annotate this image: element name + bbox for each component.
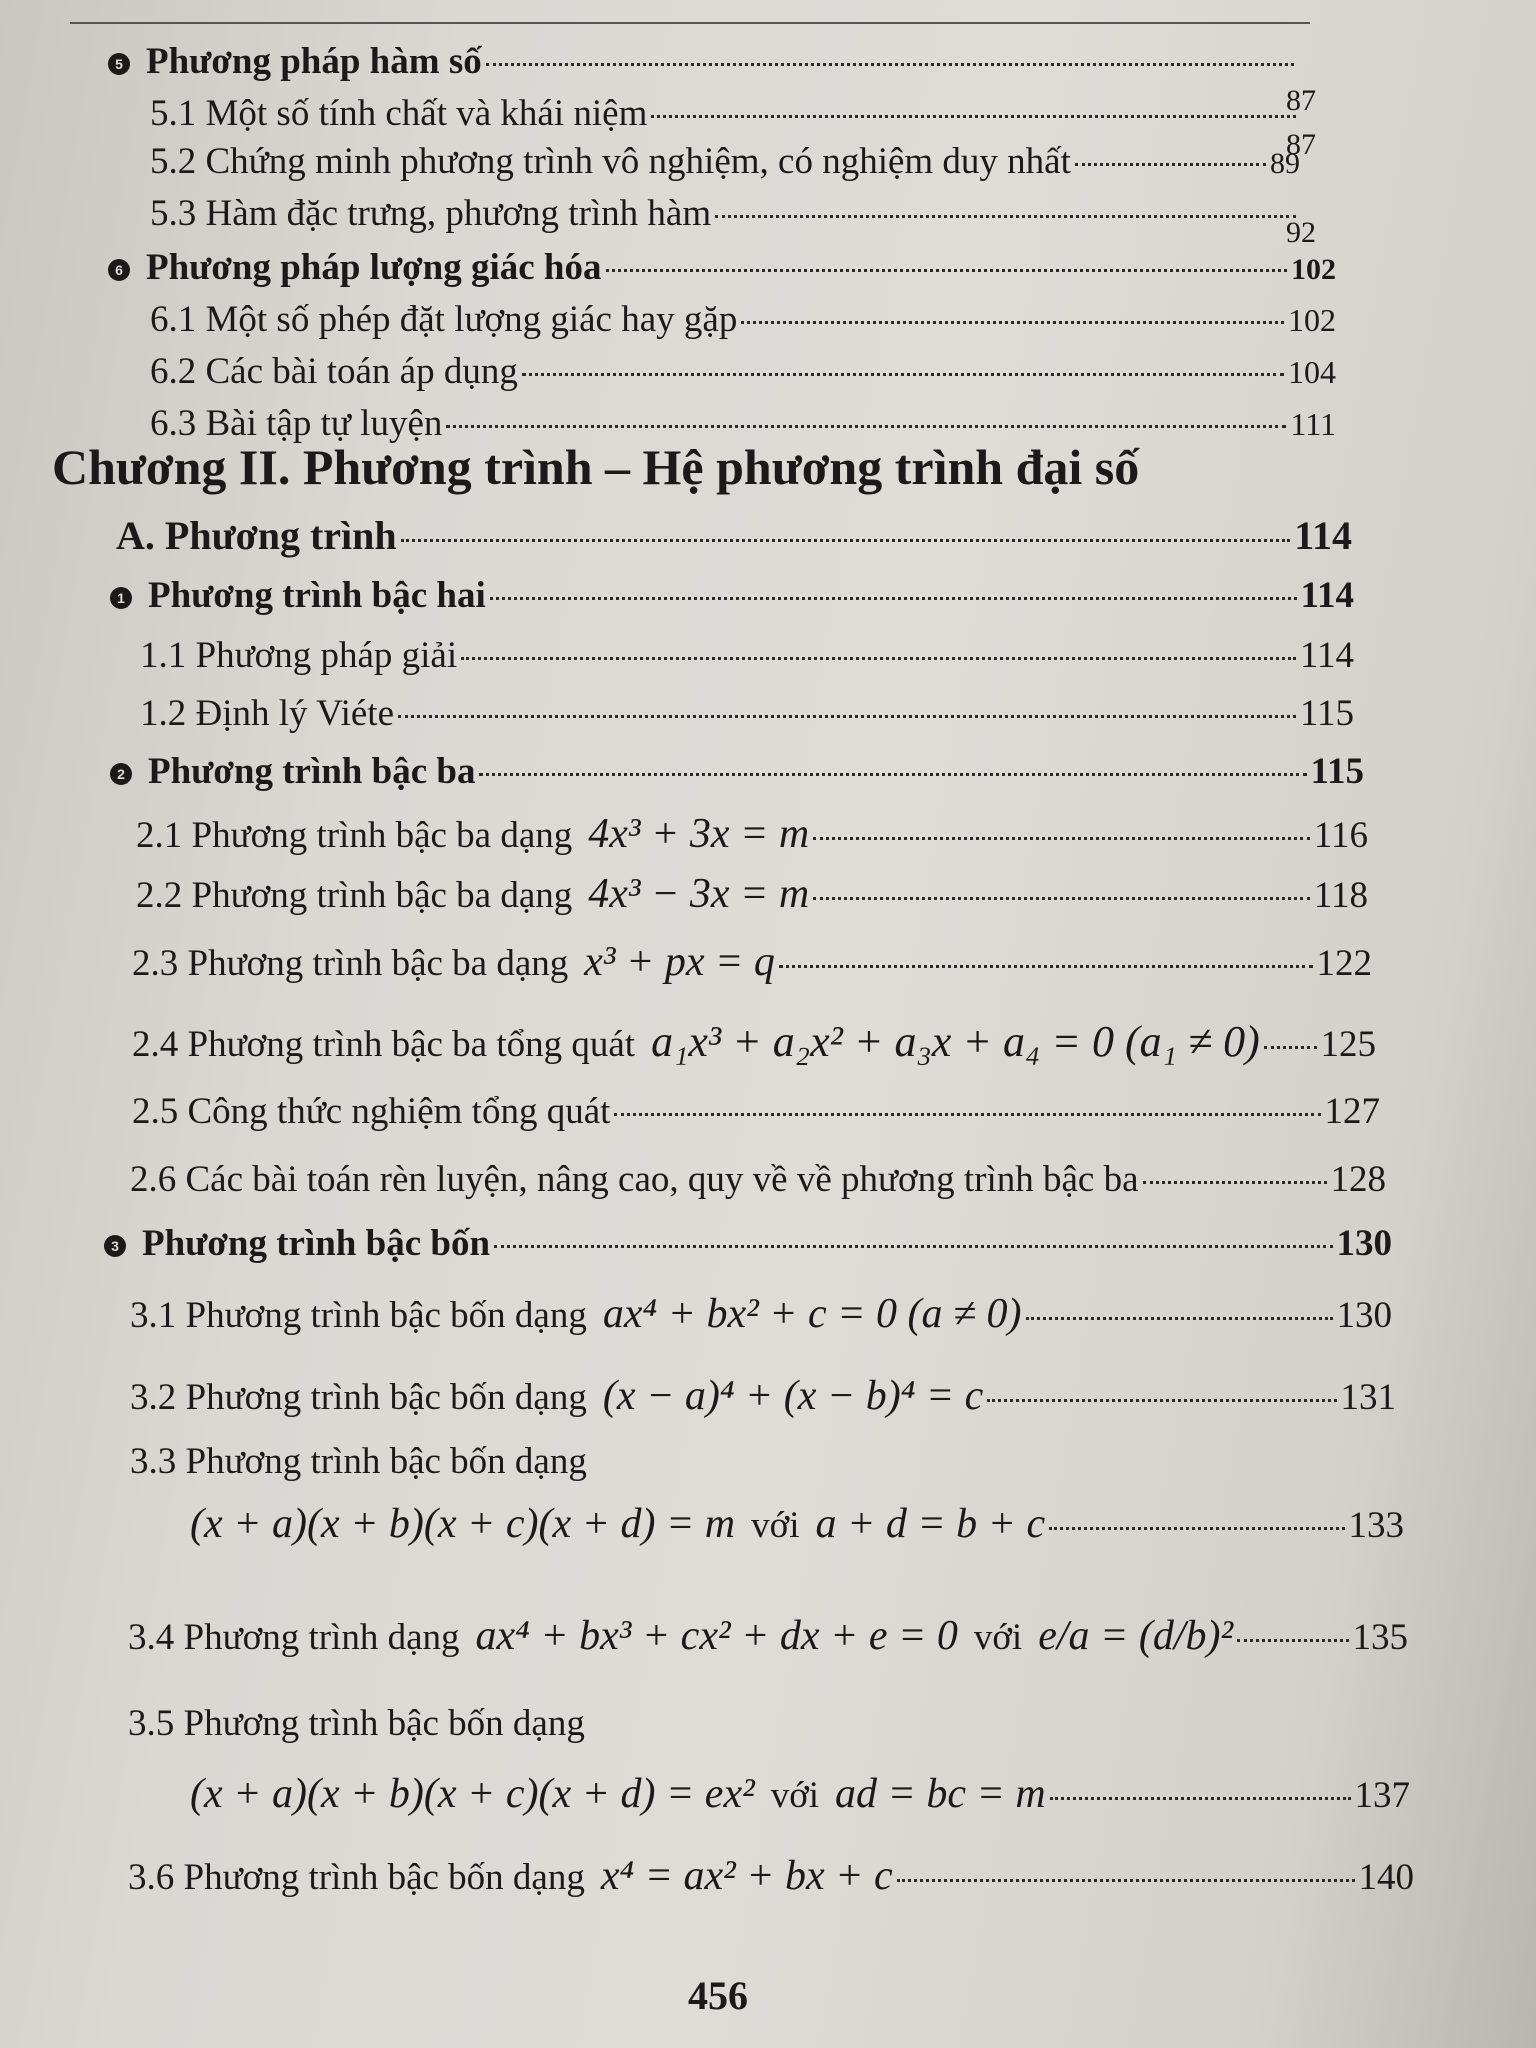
toc-entry-5-1: [150, 92, 1300, 135]
leader-dots: [741, 321, 1284, 324]
formula: x⁴ = ax² + bx + c: [600, 1853, 893, 1899]
toc-label: 1.1 Phương pháp giải: [140, 635, 458, 676]
leader-dots: [987, 1399, 1336, 1402]
toc-page: 137: [1354, 1775, 1410, 1816]
toc-page: 115: [1299, 693, 1354, 734]
toc-entry-5-3: [150, 192, 1300, 235]
toc-part-a: [116, 512, 1352, 559]
formula: 4x³ + 3x = m: [588, 811, 810, 857]
toc-page: 116: [1313, 815, 1368, 856]
toc-page: 102: [1291, 253, 1336, 286]
leader-dots: [614, 1113, 1320, 1116]
formula: ad = bc = m: [835, 1771, 1046, 1817]
toc-label: 5.2 Chứng minh phương trình vô nghiệm, có nghiệm duy nhất: [150, 141, 1071, 182]
formula: a₁x³ + a₂x² + a₃x + a₄ = 0 (a₁ ≠ 0): [651, 1017, 1260, 1066]
toc-section-5: [108, 40, 1298, 83]
toc-section-1: [110, 574, 1354, 617]
toc-label: 3.1 Phương trình bậc bốn dạng: [130, 1295, 587, 1336]
toc-label: 2.6 Các bài toán rèn luyện, nâng cao, quy về về phương trình bậc ba: [130, 1159, 1139, 1200]
toc-page: 114: [1294, 513, 1352, 558]
toc-section-3: [104, 1222, 1392, 1265]
leader-dots: [446, 425, 1286, 428]
leader-dots: [401, 539, 1291, 542]
leader-dots: [1075, 163, 1266, 166]
toc-entry-2-6: [130, 1158, 1386, 1201]
toc-entry-1-1: [140, 634, 1354, 677]
formula: (x + a)(x + b)(x + c)(x + d) = ex²: [190, 1771, 755, 1817]
bullet-icon: 3: [104, 1235, 126, 1257]
formula: a + d = b + c: [815, 1501, 1046, 1547]
leader-dots: [606, 269, 1287, 272]
formula: e/a = (d/b)²: [1038, 1613, 1234, 1659]
formula: 4x³ − 3x = m: [588, 871, 810, 917]
toc-page: 131: [1340, 1377, 1396, 1418]
formula: ax⁴ + bx² + c = 0 (a ≠ 0): [602, 1291, 1022, 1337]
toc-label: Phương pháp lượng giác hóa: [146, 247, 602, 288]
formula: x³ + px = q: [584, 939, 775, 985]
toc-page: 133: [1348, 1505, 1404, 1546]
leader-dots: [1049, 1527, 1344, 1530]
toc-entry-3-3: 3.3 Phương trình bậc bốn dạng: [130, 1441, 587, 1482]
toc-label: với: [770, 1775, 820, 1816]
leader-dots: [486, 63, 1294, 66]
toc-entry-2-5: [132, 1090, 1380, 1133]
toc-page: 102: [1288, 302, 1336, 338]
toc-page: 87: [1286, 128, 1316, 161]
toc-entry-3-4: [128, 1612, 1408, 1660]
toc-page: 135: [1352, 1617, 1408, 1658]
toc-label: Phương pháp hàm số: [146, 41, 482, 82]
header-rule: [70, 22, 1310, 24]
toc-label: Phương trình bậc hai: [148, 575, 486, 616]
leader-dots: [522, 373, 1284, 376]
toc-entry-2-2: [136, 870, 1368, 918]
toc-label: 3.2 Phương trình bậc bốn dạng: [130, 1377, 587, 1418]
toc-entry-3-3-cont: [190, 1500, 1404, 1548]
toc-page: 115: [1310, 751, 1364, 792]
formula: (x − a)⁴ + (x − b)⁴ = c: [602, 1373, 984, 1419]
toc-page: 92: [1286, 216, 1316, 249]
toc-entry-3-1: [130, 1290, 1392, 1338]
toc-page: 114: [1300, 575, 1354, 616]
leader-dots: [1026, 1317, 1333, 1320]
toc-entry-3-6: [128, 1852, 1414, 1900]
leader-dots: [1264, 1046, 1317, 1049]
leader-dots: [490, 597, 1297, 600]
toc-label: 2.3 Phương trình bậc ba dạng: [132, 943, 569, 984]
toc-label: 2.1 Phương trình bậc ba dạng: [136, 815, 573, 856]
toc-label: 5.1 Một số tính chất và khái niệm: [150, 93, 648, 134]
toc-label: Phương trình bậc ba: [148, 751, 476, 792]
leader-dots: [398, 715, 1296, 718]
toc-label: A. Phương trình: [116, 513, 397, 558]
leader-dots: [651, 115, 1296, 118]
toc-label: 2.2 Phương trình bậc ba dạng: [136, 875, 573, 916]
toc-page: 118: [1313, 875, 1368, 916]
toc-entry-2-3: [132, 938, 1372, 986]
leader-dots: [494, 1245, 1332, 1248]
formula: ax⁴ + bx³ + cx² + dx + e = 0: [475, 1613, 958, 1659]
toc-page: 87: [1286, 84, 1316, 117]
toc-section-2: [110, 750, 1364, 793]
leader-dots: [1237, 1639, 1348, 1642]
leader-dots: [715, 215, 1296, 218]
toc-section-6: [108, 246, 1336, 289]
toc-entry-2-1: [136, 810, 1368, 858]
toc-label: 2.5 Công thức nghiệm tổng quát: [132, 1091, 611, 1132]
leader-dots: [897, 1879, 1355, 1882]
toc-page: 114: [1299, 635, 1354, 676]
toc-entry-3-5-cont: [190, 1770, 1410, 1818]
toc-page: 140: [1358, 1857, 1414, 1898]
toc-page: 111: [1290, 406, 1336, 442]
leader-dots: [813, 837, 1310, 840]
chapter-title: Chương II. Phương trình – Hệ phương trình đại số: [52, 439, 1140, 495]
bullet-icon: 6: [108, 259, 130, 281]
toc-label: 6.1 Một số phép đặt lượng giác hay gặp: [150, 299, 738, 340]
toc-label: 2.4 Phương trình bậc ba tổng quát: [132, 1024, 636, 1065]
toc-label: 3.6 Phương trình bậc bốn dạng: [128, 1857, 585, 1898]
toc-label: 3.4 Phương trình dạng: [128, 1617, 460, 1658]
bullet-icon: 5: [108, 53, 130, 75]
toc-label: 6.2 Các bài toán áp dụng: [150, 351, 518, 392]
leader-dots: [461, 657, 1296, 660]
toc-entry-6-2: [150, 350, 1336, 393]
leader-dots: [813, 897, 1310, 900]
toc-label: Phương trình bậc bốn: [142, 1223, 491, 1264]
toc-page: 122: [1316, 943, 1372, 984]
toc-page: 130: [1336, 1295, 1392, 1336]
toc-label: với: [751, 1505, 800, 1546]
bullet-icon: 2: [110, 763, 132, 785]
toc-entry-3-2: [130, 1372, 1396, 1420]
toc-label: 6.3 Bài tập tự luyện: [150, 403, 443, 444]
leader-dots: [1143, 1181, 1327, 1184]
toc-page: 127: [1324, 1091, 1380, 1132]
toc-page: 125: [1320, 1024, 1376, 1065]
toc-label: 1.2 Định lý Viéte: [140, 693, 395, 734]
bullet-icon: 1: [110, 587, 132, 609]
toc-entry-3-5: 3.5 Phương trình bậc bốn dạng: [128, 1703, 585, 1744]
toc-page: 128: [1330, 1159, 1386, 1200]
toc-entry-2-4: [132, 1016, 1376, 1067]
page-number: 456: [688, 1973, 748, 2018]
formula: (x + a)(x + b)(x + c)(x + d) = m: [190, 1501, 736, 1547]
leader-dots: [479, 773, 1306, 776]
toc-page: 89: [1270, 147, 1300, 180]
toc-page: 104: [1288, 354, 1336, 390]
toc-entry-5-2: [150, 140, 1300, 183]
toc-entry-1-2: [140, 692, 1354, 735]
leader-dots: [1050, 1797, 1351, 1800]
leader-dots: [779, 965, 1313, 968]
toc-label: với: [973, 1617, 1023, 1658]
toc-label: 5.3 Hàm đặc trưng, phương trình hàm: [150, 193, 712, 234]
toc-page: 130: [1336, 1223, 1392, 1264]
toc-entry-6-1: [150, 298, 1336, 341]
